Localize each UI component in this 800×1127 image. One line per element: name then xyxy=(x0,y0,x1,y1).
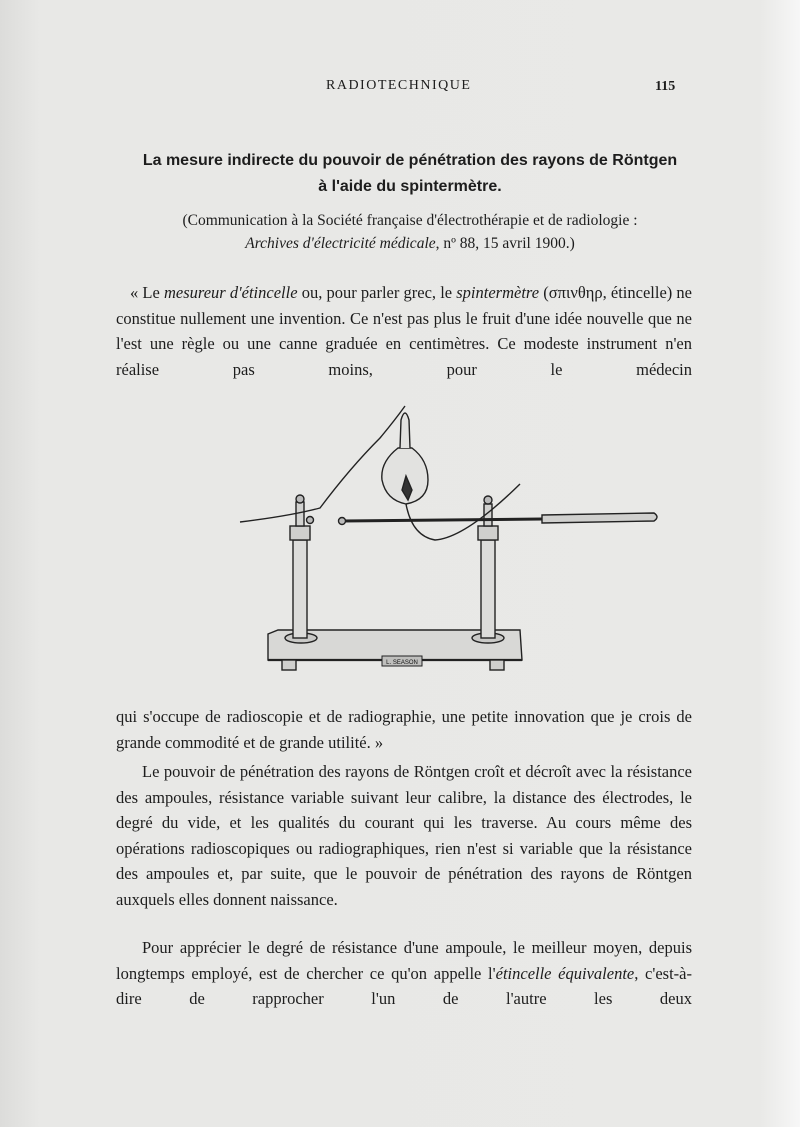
paragraph-2: qui s'occupe de radioscopie et de radiographie, une petite innovation que je crois de grande commodité et de grande utilité. » xyxy=(116,707,692,752)
running-head xyxy=(0,78,800,100)
plate-label: L. SEASON xyxy=(386,660,418,666)
spintermeter-illustration xyxy=(230,398,670,688)
p4-text-a: Pour apprécier le degré de résistance d'une ampoule, le meilleur moyen, depuis longtemps employé, est de chercher ce qu'on appelle l' xyxy=(116,938,692,983)
article-title-line1: La mesure indirecte du pouvoir de pénétration des rayons de Röntgen xyxy=(142,152,678,169)
p1-text-c: ou, pour parler grec, le xyxy=(297,283,457,302)
paragraph-1 xyxy=(116,280,692,382)
p1-text-e: (σπινθηρ, étincelle) ne constitue nullement une invention. Ce n'est pas plus le fruit d'une idée nouvelle que ne l'est une règle ou une canne graduée en centimètres. Ce modeste instrument n'en réalise pas moins, pour le médecin xyxy=(116,283,693,379)
article-title xyxy=(100,148,720,200)
paragraph-3: Le pouvoir de pénétration des rayons de Röntgen croît et décroît avec la résistance des ampoules, résistance variable suivant leur calibre, la distance des électrodes, le degré du vide, et les qualités du courant qui les traverse. Au cours même des opérations radioscopiques ou radiographiques, rien n'est si variable que la résistance des ampoules et, par suite, que le pouvoir de pénétration des rayons de Röntgen auxquels elles donnent naissance. xyxy=(116,762,692,909)
journal-reference: , nº 88, 15 avril 1900.) xyxy=(435,235,575,252)
p1-emphasis-spintermetre: spintermètre xyxy=(456,283,540,302)
p4-emphasis-etincelle: étincelle équivalente xyxy=(495,963,635,983)
journal-name: Archives d'électricité médicale xyxy=(245,235,436,252)
running-head-title: RADIOTECHNIQUE xyxy=(326,78,472,93)
paragraph-4 xyxy=(116,935,692,1012)
subtitle-line2 xyxy=(110,232,710,255)
p1-emphasis-mesureur: mesureur d'étincelle xyxy=(163,283,298,302)
page-number: 115 xyxy=(655,79,676,94)
p4-text-c: , c'est-à-dire de rapprocher l'un de l'autre les deux xyxy=(116,963,692,1008)
p1-text-a: « Le xyxy=(130,283,164,302)
subtitle-line1: (Communication à la Société française d'électrothérapie et de radiologie : xyxy=(182,212,638,229)
article-subtitle xyxy=(110,209,710,255)
article-title-line2: à l'aide du spintermètre. xyxy=(318,178,502,195)
